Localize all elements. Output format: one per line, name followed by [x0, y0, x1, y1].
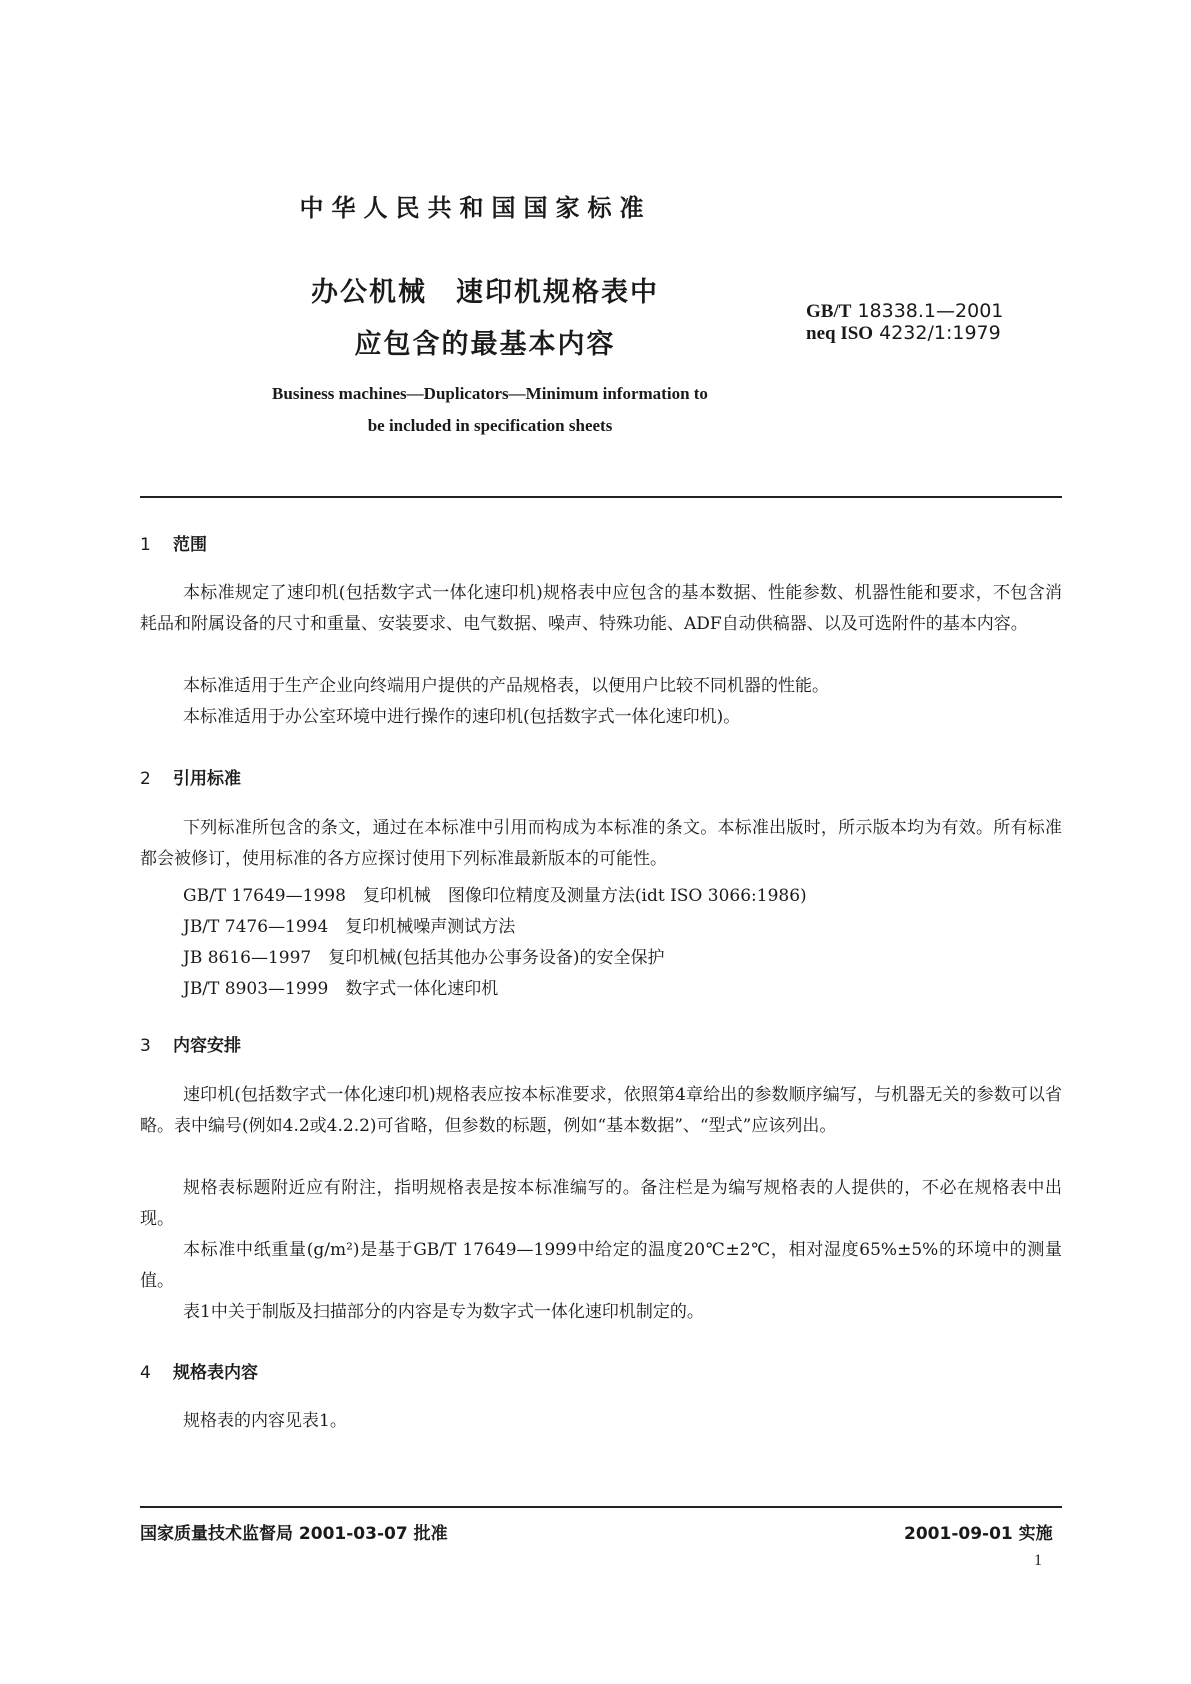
section-2-paragraph-1: 下列标准所包含的条文，通过在本标准中引用而构成为本标准的条文。本标准出版时，所示版本均为有效。所有标准都会被修订，使用标准的各方应探讨使用下列标准最新版本的可能性。 — [140, 818, 1062, 869]
reference-item: JB/T 7476—1994 复印机械噪声测试方法 — [183, 917, 516, 937]
effective-date: 2001-09-01 实施 — [904, 1524, 1053, 1544]
english-title-line-1: Business machines—Duplicators—Minimum information to — [272, 384, 708, 403]
section-1-heading: 1 范围 — [140, 535, 207, 555]
equivalence-standard: neq ISO 4232/1:1979 — [806, 322, 1001, 344]
section-3-paragraph-2: 规格表标题附近应有附注，指明规格表是按本标准编写的。备注栏是为编写规格表的人提供的，不必在规格表中出现。 — [140, 1178, 1062, 1229]
reference-item: GB/T 17649—1998 复印机械 图像印位精度及测量方法(idt ISO 3066:1986) — [183, 886, 807, 906]
section-3-paragraph-1: 速印机(包括数字式一体化速印机)规格表应按本标准要求，依照第4章给出的参数顺序编写，与机器无关的参数可以省略。表中编号(例如4.2或4.2.2)可省略，但参数的标题，例如“基本数据”、“型式”应该列出。 — [140, 1085, 1062, 1136]
standard-number: GB/T 18338.1—2001 — [806, 300, 1004, 322]
section-3-paragraph-4: 表1中关于制版及扫描部分的内容是专为数字式一体化速印机制定的。 — [183, 1302, 704, 1322]
document-title-line-2: 应包含的最基本内容 — [354, 329, 616, 360]
section-2-heading: 2 引用标准 — [140, 769, 241, 789]
page-number: 1 — [1034, 1552, 1042, 1569]
header-divider — [140, 496, 1062, 498]
national-standard-header: 中华人民共和国国家标准 — [299, 194, 652, 222]
section-1-paragraph-3: 本标准适用于办公室环境中进行操作的速印机(包括数字式一体化速印机)。 — [183, 707, 741, 727]
approval-info: 国家质量技术监督局 2001-03-07 批准 — [140, 1524, 448, 1544]
section-4-heading: 4 规格表内容 — [140, 1363, 258, 1383]
reference-item: JB 8616—1997 复印机械(包括其他办公事务设备)的安全保护 — [183, 948, 665, 968]
reference-item: JB/T 8903—1999 数字式一体化速印机 — [183, 979, 499, 999]
section-1-paragraph-2: 本标准适用于生产企业向终端用户提供的产品规格表，以便用户比较不同机器的性能。 — [183, 676, 829, 696]
footer-divider — [140, 1506, 1062, 1508]
document-title-line-1: 办公机械 速印机规格表中 — [311, 277, 659, 308]
section-3-paragraph-3: 本标准中纸重量(g/m²)是基于GB/T 17649—1999中给定的温度20℃±2℃，相对湿度65%±5%的环境中的测量值。 — [140, 1240, 1062, 1291]
section-1-paragraph-1: 本标准规定了速印机(包括数字式一体化速印机)规格表中应包含的基本数据、性能参数、机器性能和要求，不包含消耗品和附属设备的尺寸和重量、安装要求、电气数据、噪声、特殊功能、ADF自动供稿器、以及可选附件的基本内容。 — [140, 583, 1062, 634]
english-title-line-2: be included in specification sheets — [367, 416, 613, 435]
section-3-heading: 3 内容安排 — [140, 1036, 241, 1056]
section-4-paragraph-1: 规格表的内容见表1。 — [183, 1411, 347, 1431]
